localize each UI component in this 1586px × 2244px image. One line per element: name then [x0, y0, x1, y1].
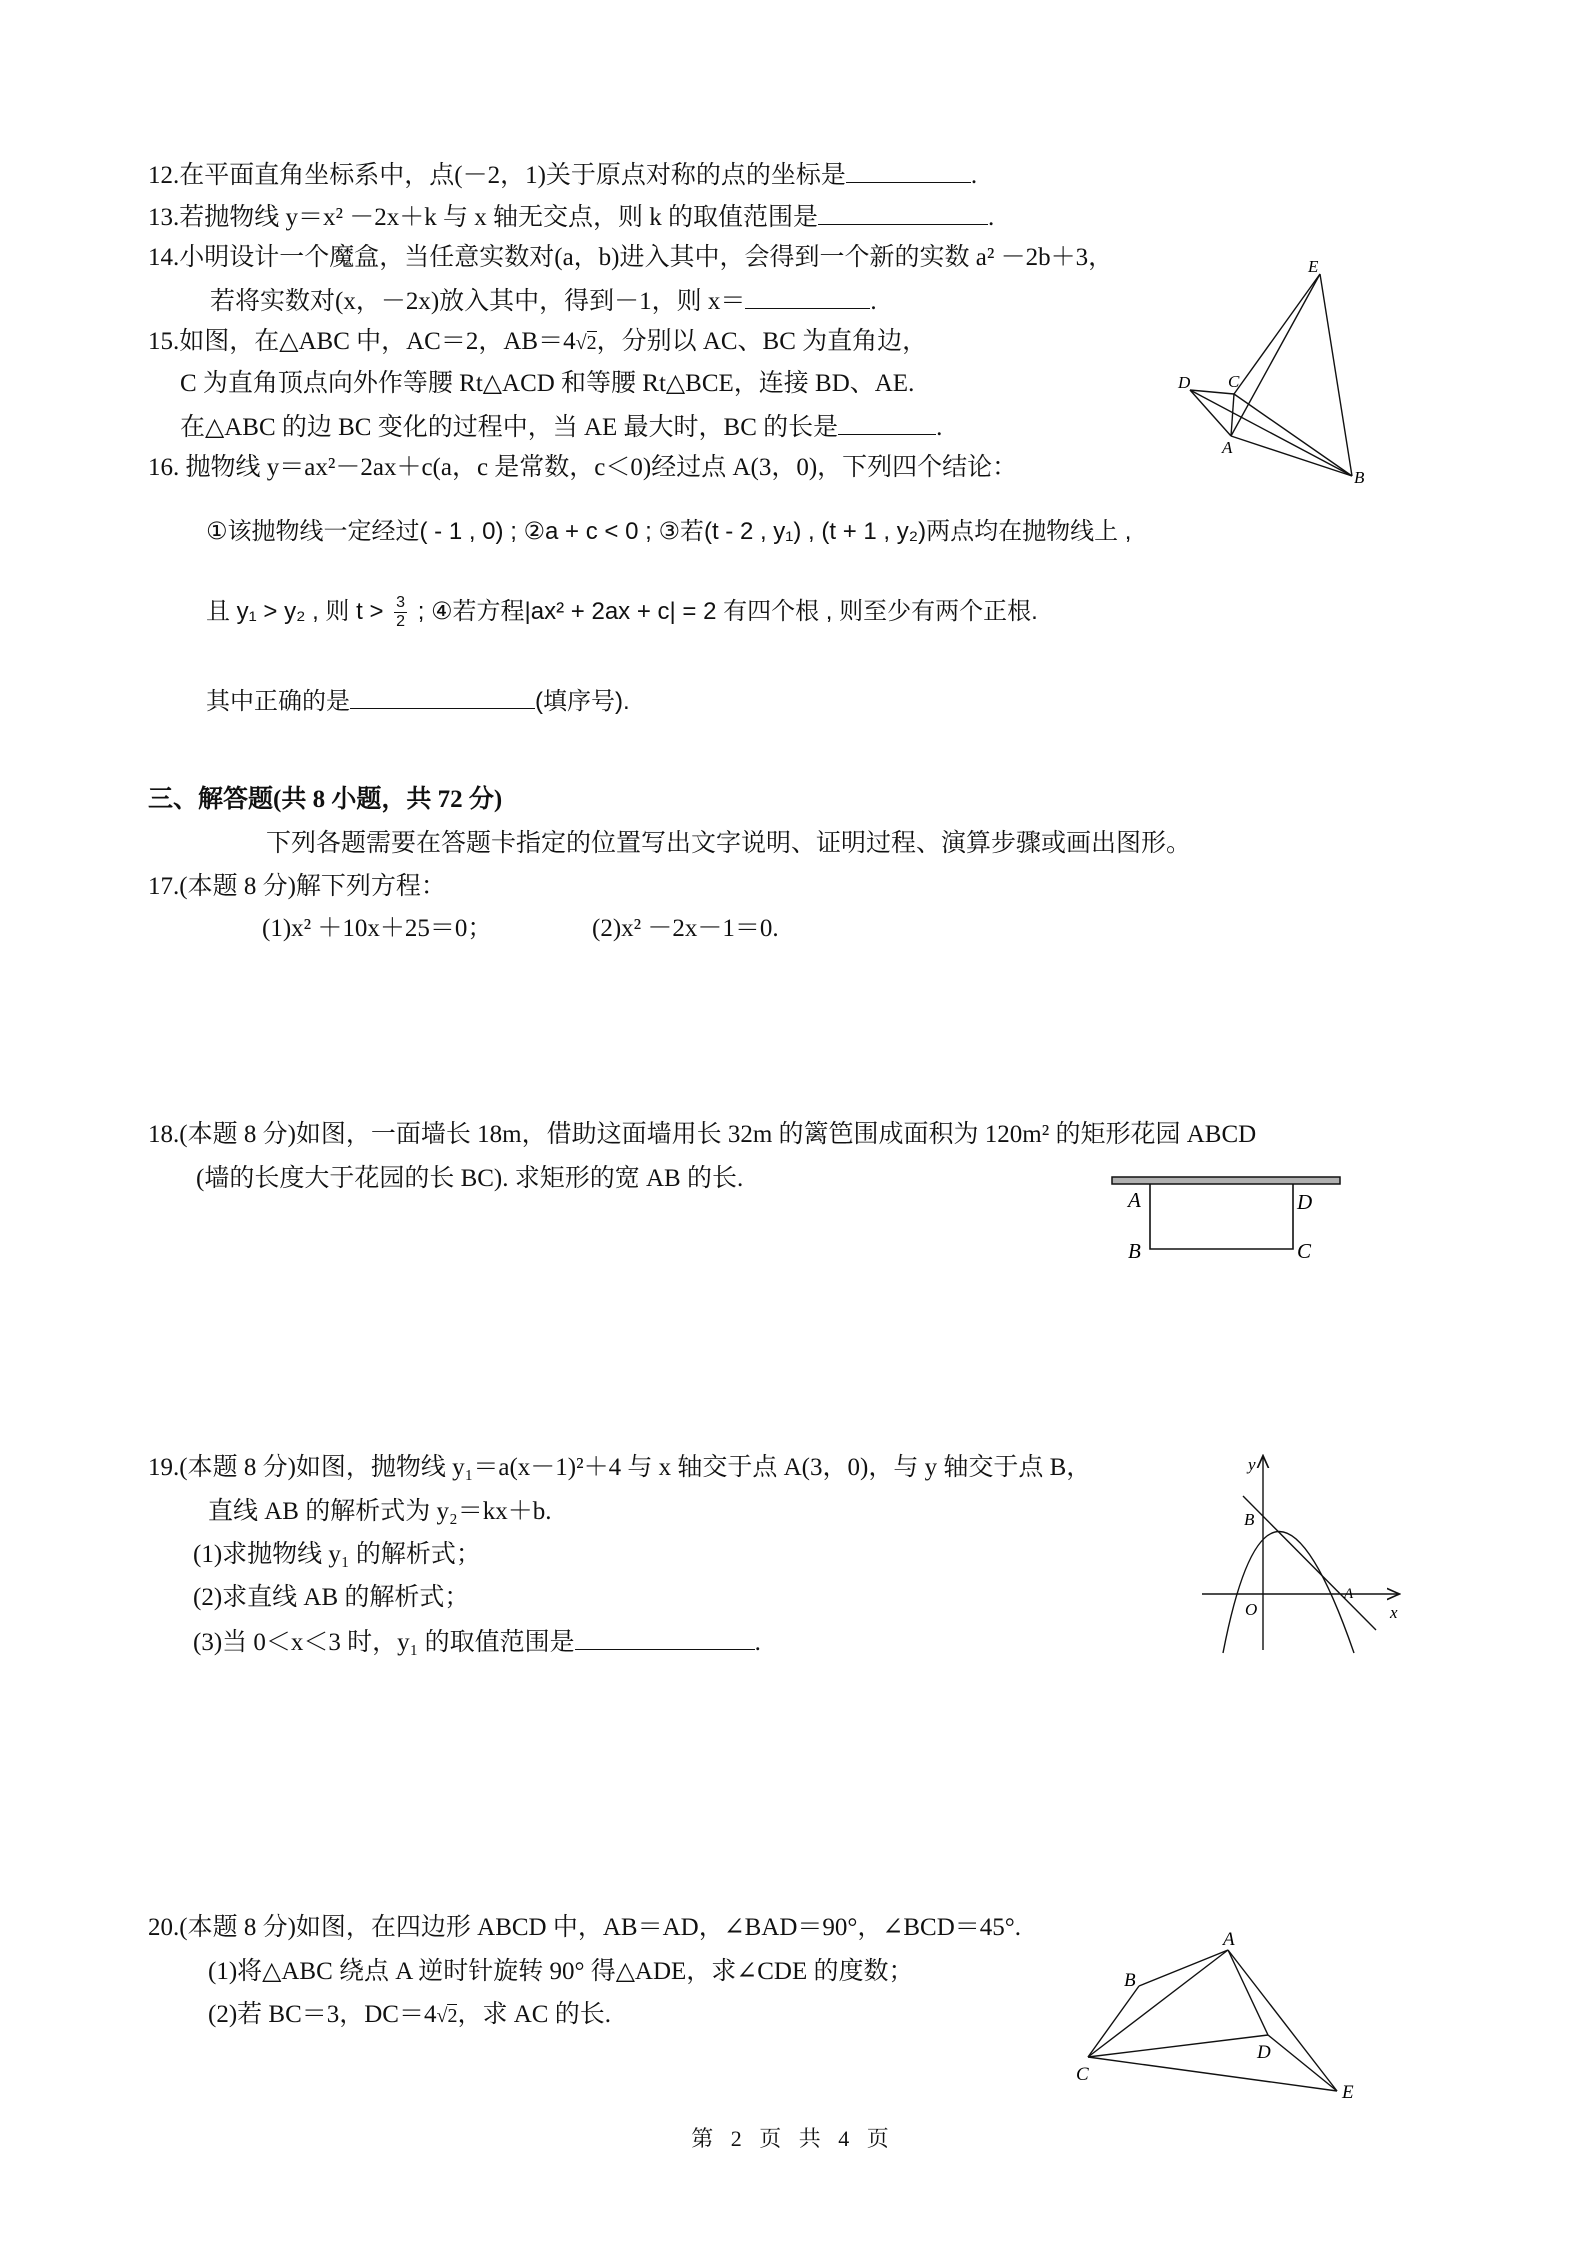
answer-blank-15[interactable]: [838, 410, 936, 435]
label-d: D: [1297, 1190, 1313, 1214]
q20-p2-pre: (2)若 BC＝3，DC＝4: [208, 2001, 437, 2028]
question-15-line3: [180, 410, 942, 444]
segment-ab: [1231, 436, 1352, 476]
segment-ad: [1228, 1950, 1268, 2035]
question-13-text: 13.若抛物线 y＝x² －2x＋k 与 x 轴无交点，则 k 的取值范围是: [148, 204, 818, 231]
question-17-stem: 17.(本题 8 分)解下列方程：: [148, 873, 446, 900]
label-a: A: [1222, 438, 1233, 457]
label-origin: O: [1245, 1600, 1258, 1619]
section-3-instruction: 下列各题需要在答题卡指定的位置写出文字说明、证明过程、演算步骤或画出图形。: [266, 830, 1192, 857]
figure-q20-quadrilateral: [1060, 1920, 1380, 2120]
q19-p3-text: (3)当 0＜x＜3 时，y₁ 的取值范围是: [193, 1629, 575, 1656]
figure-q18-garden: [1100, 1165, 1350, 1275]
question-20-part2: [208, 1999, 611, 2032]
label-y: y: [1248, 1455, 1256, 1474]
question-16-stem: 16. 抛物线 y＝ax²－2ax＋c(a，c 是常数，c＜0)经过点 A(3，0)，下列四个结论：: [148, 454, 1018, 481]
question-12-end: .: [970, 162, 978, 189]
parabola-curve: [1223, 1532, 1354, 1654]
question-19-part1: (1)求抛物线 y₁ 的解析式；: [193, 1541, 481, 1568]
question-14-line1: 14.小明设计一个魔盒，当任意实数对(a，b)进入其中，会得到一个新的实数 a² －2b＋3，: [148, 244, 1114, 271]
question-15-end: .: [936, 414, 943, 441]
segment-ca: [1231, 394, 1234, 436]
fraction-3-2: [394, 594, 407, 631]
label-c: C: [1076, 2064, 1089, 2085]
question-19-part3: [193, 1625, 761, 1659]
label-e: E: [1308, 257, 1319, 276]
page-footer: 第 2 页 共 4 页: [691, 2126, 895, 2151]
label-b: B: [1354, 468, 1365, 487]
question-14-text: 若将实数对(x，－2x)放入其中，得到－1，则 x＝: [210, 288, 746, 315]
question-15-text: 15.如图，在△ABC 中，AC＝2，AB＝4: [148, 328, 576, 355]
sqrt-symbol: √: [575, 332, 587, 354]
label-d: D: [1178, 373, 1191, 392]
question-18-line2: (墙的长度大于花园的长 BC). 求矩形的宽 AB 的长.: [196, 1165, 744, 1192]
fraction-denominator: 2: [396, 613, 406, 630]
q19-p3-end: .: [754, 1629, 761, 1656]
q16-answer-post: (填序号).: [535, 688, 630, 715]
answer-blank-12[interactable]: [846, 158, 971, 183]
sqrt-radicand: 2: [447, 2005, 458, 2027]
question-20-part1: (1)将△ABC 绕点 A 逆时针旋转 90° 得△ADE，求∠CDE 的度数；: [208, 1958, 914, 1985]
question-16-conclusions-2: [206, 594, 1038, 631]
question-15-line2: C 为直角顶点向外作等腰 Rt△ACD 和等腰 Rt△BCE，连接 BD、AE.: [180, 370, 915, 397]
fence-rectangle: [1150, 1184, 1293, 1249]
question-16-answer: [206, 684, 630, 718]
label-b: B: [1244, 1510, 1255, 1529]
segment-ac: [1088, 1950, 1228, 2057]
question-18-line1: 18.(本题 8 分)如图，一面墙长 18m，借助这面墙用长 32m 的篱笆围成面积为 120m² 的矩形花园 ABCD: [148, 1121, 1257, 1148]
label-c: C: [1297, 1239, 1312, 1263]
section-3-title: 三、解答题(共 8 小题，共 72 分): [148, 786, 503, 813]
q16-c2-pre: 且 y₁ > y₂ , 则 t >: [206, 597, 391, 625]
segment-cb: [1234, 394, 1352, 476]
label-b: B: [1128, 1239, 1141, 1263]
label-a: A: [1128, 1188, 1141, 1212]
question-15-text-3: 在△ABC 的边 BC 变化的过程中，当 AE 最大时，BC 的长是: [180, 414, 839, 441]
segment-db: [1190, 390, 1352, 476]
question-12-text: 12.在平面直角坐标系中，点(－2，1)关于原点对称的点的坐标是: [148, 162, 846, 189]
answer-blank-19[interactable]: [575, 1625, 755, 1650]
segment-eb: [1320, 274, 1352, 476]
question-12: [148, 158, 977, 192]
question-13-end: .: [988, 204, 995, 231]
q16-answer-pre: 其中正确的是: [206, 688, 350, 715]
figure-q15-triangles: [1160, 250, 1380, 490]
segment-ce: [1088, 2057, 1337, 2091]
label-a: A: [1223, 1929, 1235, 1950]
q20-p2-post: ，求 AC 的长.: [457, 2001, 611, 2028]
question-15-line1: [148, 326, 927, 359]
q16-c2-post: ; ④若方程|ax² + 2ax + c| = 2 有四个根 , 则至少有两个正根.: [411, 597, 1038, 625]
wall: [1112, 1177, 1340, 1184]
question-16-conclusions-1: ①该抛物线一定经过( - 1 , 0) ; ②a + c < 0 ; ③若(t - 2 , y₁) , (t + 1 , y₂)两点均在抛物线上 ,: [206, 518, 1132, 545]
question-14-line2: [210, 284, 877, 318]
segment-ce: [1234, 274, 1320, 394]
question-17-eq1: (1)x² ＋10x＋25＝0；: [262, 915, 493, 942]
segment-ae: [1231, 274, 1320, 436]
label-e: E: [1342, 2082, 1354, 2103]
sqrt-radicand: 2: [586, 332, 597, 354]
segment-cd: [1088, 2035, 1268, 2057]
question-15-text-post: ，分别以 AC、BC 为直角边，: [596, 328, 928, 355]
label-d: D: [1257, 2042, 1271, 2063]
question-19-part2: (2)求直线 AB 的解析式；: [193, 1584, 470, 1611]
segment-bc: [1088, 1986, 1139, 2057]
question-14-end: .: [870, 288, 877, 315]
question-13: [148, 200, 994, 234]
label-x: x: [1390, 1603, 1398, 1622]
answer-blank-16[interactable]: [350, 684, 535, 709]
figure-q19-parabola: [1190, 1440, 1420, 1680]
segment-ae: [1228, 1950, 1337, 2091]
answer-blank-14[interactable]: [745, 284, 870, 309]
label-c: C: [1228, 372, 1240, 391]
question-19-line1: 19.(本题 8 分)如图，抛物线 y₁＝a(x－1)²＋4 与 x 轴交于点 A(3，0)，与 y 轴交于点 B，: [148, 1454, 1092, 1481]
answer-blank-13[interactable]: [818, 200, 988, 225]
fraction-numerator: 3: [396, 594, 406, 611]
segment-da: [1190, 390, 1231, 436]
segment-ab: [1139, 1950, 1228, 1986]
question-17-eq2: (2)x² －2x－1＝0.: [592, 915, 779, 942]
question-19-line2: 直线 AB 的解析式为 y₂＝kx＋b.: [208, 1498, 552, 1525]
label-b: B: [1124, 1970, 1136, 1991]
label-a: A: [1344, 1586, 1354, 1602]
question-20-line1: 20.(本题 8 分)如图，在四边形 ABCD 中，AB＝AD，∠BAD＝90°，∠BCD＝45°.: [148, 1914, 1022, 1941]
sqrt-symbol: √: [436, 2005, 448, 2027]
